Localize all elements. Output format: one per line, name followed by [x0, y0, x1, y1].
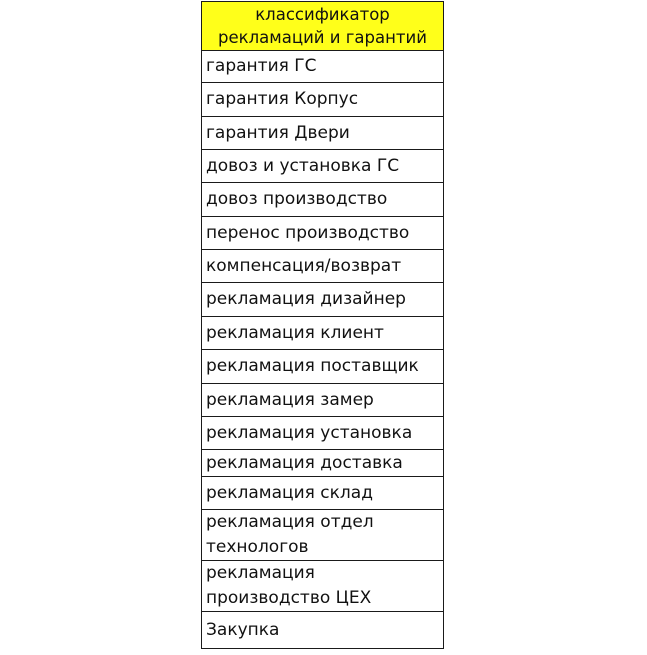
- classifier-table: [201, 1, 444, 649]
- row-cell-claim-designer: рекламация дизайнер: [202, 283, 444, 317]
- row-cell-compensation-refund: компенсация/возврат: [202, 250, 444, 283]
- header-title-line-2: рекламаций и гарантий: [218, 28, 427, 47]
- row-cell-delivery-production: довоз производство: [202, 183, 444, 217]
- row-cell-warranty-gs: гарантия ГС: [202, 51, 444, 83]
- header-title-line-1: классификатор: [255, 5, 390, 24]
- row-cell-warranty-doors: гарантия Двери: [202, 117, 444, 150]
- row-cell-claim-measurement: рекламация замер: [202, 384, 444, 417]
- table-row: [202, 183, 444, 217]
- table-row: [202, 217, 444, 250]
- table-row: [202, 350, 444, 384]
- table-row: [202, 510, 444, 561]
- table-row: [202, 384, 444, 417]
- table-row: [202, 250, 444, 283]
- row-cell-claim-production-shop: рекламация производство ЦЕХ: [202, 561, 444, 612]
- table-row: [202, 417, 444, 450]
- header-cell: [202, 2, 444, 51]
- row-cell-claim-client: рекламация клиент: [202, 317, 444, 350]
- row-cell-delivery-install-gs: довоз и установка ГС: [202, 150, 444, 183]
- table-row: [202, 117, 444, 150]
- table-row: [202, 561, 444, 612]
- table-row: [202, 283, 444, 317]
- row-cell-claim-tech-department: рекламация отдел технологов: [202, 510, 444, 561]
- header-row: [202, 2, 444, 51]
- row-cell-claim-shipping: рекламация доставка: [202, 450, 444, 477]
- table-row: [202, 477, 444, 510]
- row-cell-claim-installation: рекламация установка: [202, 417, 444, 450]
- row-cell-purchase: Закупка: [202, 612, 444, 649]
- table-row: [202, 51, 444, 83]
- table-row: [202, 150, 444, 183]
- table-row: [202, 317, 444, 350]
- table-row: [202, 83, 444, 117]
- table-row: [202, 450, 444, 477]
- row-cell-warranty-body: гарантия Корпус: [202, 83, 444, 117]
- row-cell-claim-warehouse: рекламация склад: [202, 477, 444, 510]
- row-cell-reschedule-production: перенос производство: [202, 217, 444, 250]
- row-cell-claim-supplier: рекламация поставщик: [202, 350, 444, 384]
- table-row: [202, 612, 444, 649]
